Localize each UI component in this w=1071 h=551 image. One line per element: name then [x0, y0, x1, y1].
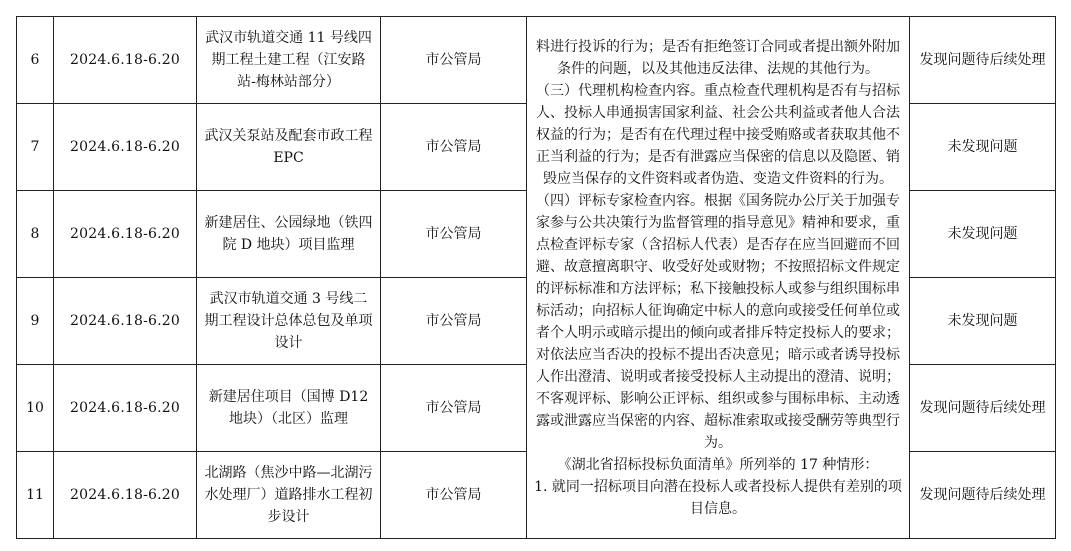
inspection-result: 未发现问题 [910, 104, 1056, 191]
project-name: 武汉市轨道交通 11 号线四期工程土建工程（江安路站-梅林站部分） [197, 17, 381, 104]
project-name: 北湖路（焦沙中路—北湖污水处理厂）道路排水工程初步设计 [197, 452, 381, 539]
project-name: 武汉市轨道交通 3 号线二期工程设计总体总包及单项设计 [197, 278, 381, 365]
content-paragraph: 料进行投诉的行为；是否有拒绝签订合同或者提出额外附加条件的问题，以及其他违反法律、法规的其他行为。 [536, 38, 900, 77]
inspecting-unit: 市公管局 [381, 17, 527, 104]
inspection-date: 2024.6.18-6.20 [54, 452, 197, 539]
inspection-result: 发现问题待后续处理 [910, 365, 1056, 452]
content-paragraph: （三）代理机构检查内容。重点检查代理机构是否有与招标人、投标人串通损害国家利益、社会公共利益或者他人合法权益的行为；是否有在代理过程中接受贿赂或者获取其他不正当利益的行为；是否有泄露应当保密的信息以及隐匿、销毁应当保存的文件资料或者伪造、变造文件资料的行为。 [536, 82, 900, 187]
row-number: 7 [17, 104, 54, 191]
inspection-result: 未发现问题 [910, 278, 1056, 365]
inspection-result: 发现问题待后续处理 [910, 17, 1056, 104]
row-number: 11 [17, 452, 54, 539]
content-paragraph: （四）评标专家检查内容。根据《国务院办公厅关于加强专家参与公共决策行为监督管理的指导意见》精神和要求，重点检查评标专家（含招标人代表）是否存在应当回避而不回避、故意擅离职守、收受好处或财物；不按照招标文件规定的评标标准和方法评标；私下接触投标人或参与组织围标串标活动；向招标人征询确定中标人的意向或接受任何单位或者个人明示或暗示提出的倾向或者排斥特定投标人的要求；对依法应当否决的投标不提出否决意见；暗示或者诱导投标人作出澄清、说明或者接受投标人主动提出的澄清、说明；不客观评标、影响公正评标、组织或参与围标串标、主动透露或泄露应当保密的内容、超标准索取或接受酬劳等典型行为。 [536, 192, 900, 451]
project-name: 新建居住、公园绿地（铁四院 D 地块）项目监理 [197, 191, 381, 278]
inspection-date: 2024.6.18-6.20 [54, 365, 197, 452]
inspecting-unit: 市公管局 [381, 452, 527, 539]
inspection-result: 发现问题待后续处理 [910, 452, 1056, 539]
row-number: 8 [17, 191, 54, 278]
row-number: 9 [17, 278, 54, 365]
inspection-date: 2024.6.18-6.20 [54, 104, 197, 191]
inspecting-unit: 市公管局 [381, 191, 527, 278]
project-name: 新建居住项目（国博 D12 地块）（北区）监理 [197, 365, 381, 452]
content-paragraph: 《湖北省招标投标负面清单》所列举的 17 种情形： [557, 456, 879, 473]
inspection-date: 2024.6.18-6.20 [54, 191, 197, 278]
inspection-table [16, 16, 1056, 539]
table-row [17, 17, 1056, 104]
inspecting-unit: 市公管局 [381, 104, 527, 191]
inspecting-unit: 市公管局 [381, 365, 527, 452]
row-number: 6 [17, 17, 54, 104]
inspecting-unit: 市公管局 [381, 278, 527, 365]
inspection-result: 未发现问题 [910, 191, 1056, 278]
inspection-date: 2024.6.18-6.20 [54, 17, 197, 104]
inspection-content [527, 17, 910, 539]
project-name: 武汉关泵站及配套市政工程 EPC [197, 104, 381, 191]
row-number: 10 [17, 365, 54, 452]
content-paragraph: 1. 就同一招标项目向潜在投标人或者投标人提供有差别的项目信息。 [534, 478, 902, 517]
inspection-date: 2024.6.18-6.20 [54, 278, 197, 365]
